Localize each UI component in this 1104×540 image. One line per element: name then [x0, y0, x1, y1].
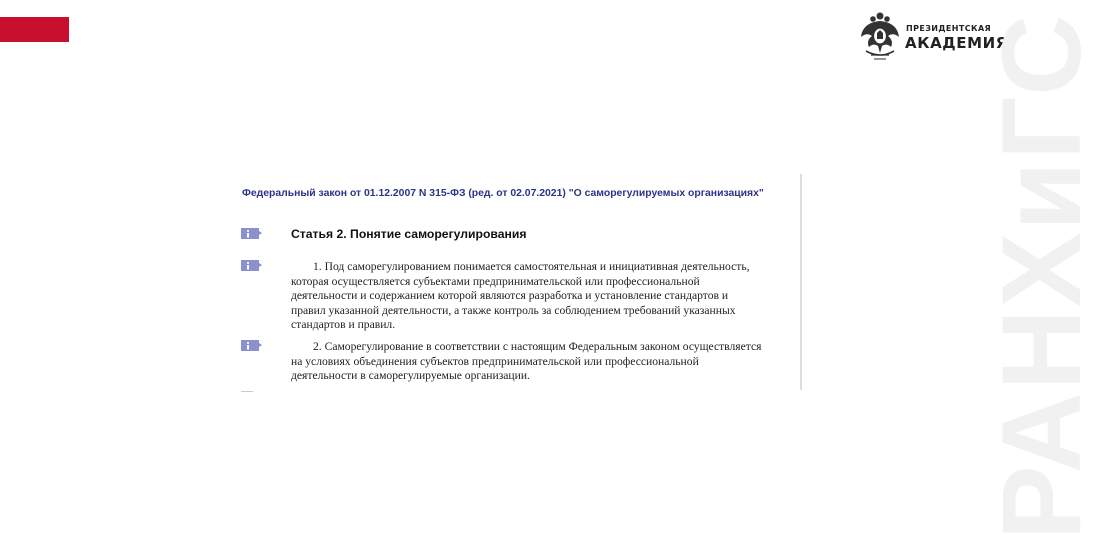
law-title: Федеральный закон от 01.12.2007 N 315-ФЗ (ред. от 02.07.2021) "О саморегулируемых организациях" — [242, 188, 764, 199]
eagle-emblem-icon — [858, 9, 902, 63]
document-edge-divider — [800, 174, 802, 390]
paragraph-line: 2. Саморегулирование в соответствии с настоящим Федеральным законом осуществляется — [313, 340, 762, 353]
paragraph-line: деятельности в саморегулируемые организации. — [291, 369, 530, 383]
article-heading: Статья 2. Понятие саморегулирования — [291, 227, 527, 241]
watermark — [940, 12, 1104, 540]
paragraph-line: которая осуществляется субъектами предпринимательской или профессиональной — [291, 274, 700, 288]
brand-accent-bar — [0, 17, 69, 42]
logo-line-1: ПРЕЗИДЕНТСКАЯ — [906, 24, 992, 33]
paragraph-2 — [291, 340, 791, 384]
watermark-text: РАНХиГС — [979, 12, 1104, 540]
info-comment-icon — [241, 339, 262, 352]
info-comment-icon — [241, 259, 262, 272]
paragraph-line: деятельности и содержанием которой являются разработка и установление стандартов и — [291, 289, 729, 303]
logo-line-2: АКАДЕМИЯ — [905, 34, 1008, 52]
paragraph-line: на условиях объединения субъектов предпринимательской или профессиональной — [291, 354, 699, 368]
paragraph-1 — [291, 260, 791, 333]
paragraph-line: правил указанной деятельности, а также контроль за соблюдением требований указанных — [291, 303, 736, 317]
info-comment-icon — [241, 227, 262, 240]
paragraph-line: 1. Под саморегулированием понимается самостоятельная и инициативная деятельность, — [313, 260, 750, 273]
cropped-edge-mark — [241, 391, 253, 392]
paragraph-line: стандартов и правил. — [291, 318, 396, 332]
